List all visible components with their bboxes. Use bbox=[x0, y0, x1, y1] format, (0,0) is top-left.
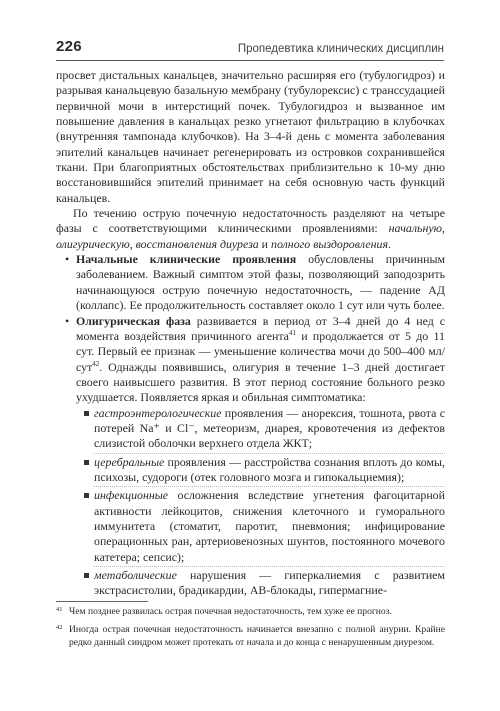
subitem-term: инфекционные bbox=[94, 488, 169, 503]
footnote-text: Иногда острая почечная недостаточность начинается внезапно с полной анурии. Крайне редко данный синдром может протекать от начала и до конца с ненарушенным диурезом. bbox=[69, 624, 445, 648]
square-bullet-icon bbox=[84, 460, 89, 465]
footnote-number: 42 bbox=[56, 624, 63, 632]
bullet-initial-phase bbox=[56, 252, 445, 313]
footnote-text: Чем позднее развилась острая почечная недостаточность, тем хуже ее прогноз. bbox=[69, 606, 392, 617]
footnote-ref-41[interactable]: 41 bbox=[288, 328, 296, 337]
subitem-text: нарушения — гиперкалиемия с развитием экстрасистолии, брадикардии, АВ-блокады, гипермагние- bbox=[94, 568, 445, 598]
paragraph-1: просвет дистальных канальцев, значительно расширяя его (тубулогидроз) и разрывая канальцевую базальную мембрану (тубулорексис) с транссудацией первичной мочи в интерстиций почек. Тубулогидроз и вызванное им повышение давления в канальцах резко угнетают фильтрацию в клубочках (внутренняя тампонада клубочков). На 3–4-й день с момента заболевания эпителий канальцев начинает регенерировать из островков сохранившейся ткани. При благоприятных обстоятельствах приблизительно к 10-му дню восстановившийся эпителий принимает на себя основную часть функций канальцев. bbox=[56, 68, 445, 205]
footnote-42 bbox=[56, 624, 445, 649]
bullet-text: развивается в период от 3–4 дней до 4 нед с момента воздействия причинного агента bbox=[76, 313, 446, 343]
bullet-text: и продолжается от 5 до 11 сут. Первый ее признак — уменьшение количества мочи до 500–400 мл/сут bbox=[76, 328, 445, 374]
bullet-oliguric-phase bbox=[56, 314, 445, 406]
divider bbox=[94, 486, 445, 487]
footnote-number: 41 bbox=[56, 606, 63, 613]
paragraph-2 bbox=[56, 206, 445, 252]
subitem-text: осложнения вследствие угнетения фагоцитарной активности лейкоцитов, снижения клеточного и гуморального иммунитета (стоматит, паротит, пневмония; инфицирование операционных ран, артериовенозных шунтов, постоянного мочевого катетера; сепсис); bbox=[94, 488, 445, 564]
subitem-cerebral bbox=[56, 455, 445, 486]
period: . bbox=[388, 236, 392, 251]
footnote-rule bbox=[56, 601, 148, 602]
square-bullet-icon bbox=[84, 411, 89, 416]
subitem-metabolic bbox=[56, 568, 445, 599]
paragraph-2-text: По течению острую почечную недостаточность разделяют на четыре фазы с соответствующими клиническими проявлениями: bbox=[56, 206, 445, 236]
divider bbox=[94, 453, 445, 454]
divider bbox=[94, 566, 445, 567]
subitem-term: гастроэнтерологические bbox=[94, 405, 222, 420]
bullet-marker: • bbox=[65, 313, 70, 328]
bullet-text: обусловлены причинным заболеванием. Важный симптом этой фазы, позволяющий заподозрить начинающуюся острую почечную недостаточность, — падение АД (коллапс). Ее продолжительность составляет около 1 сут или чуть более. bbox=[76, 252, 445, 313]
main-text bbox=[56, 68, 445, 599]
footnote-41 bbox=[56, 606, 445, 618]
phase-last: полного выздоровления bbox=[271, 236, 389, 251]
phase-list: начальную, олигурическую, восстановления диуреза bbox=[56, 221, 445, 251]
bullet-title: Начальные клинические проявления bbox=[76, 252, 297, 267]
subitem-text: проявления — расстройства сознания вплоть до комы, психозы, судороги (отек головного мозга и гипокальциемия); bbox=[94, 454, 445, 484]
subitem-infectious bbox=[56, 488, 445, 565]
square-bullet-icon bbox=[84, 573, 89, 578]
bullet-text: . Однажды появившись, олигурия в течение 1–3 дней достигает своего наивысшего развития. В этот период состояние больного резко ухудшается. Появляется яркая и обильная симптоматика: bbox=[76, 359, 445, 405]
bullet-marker: • bbox=[65, 252, 70, 267]
page-number: 226 bbox=[56, 38, 82, 55]
subitem-gastro bbox=[56, 406, 445, 452]
running-title: Пропедевтика клинических дисциплин bbox=[237, 43, 444, 55]
footnotes bbox=[56, 606, 445, 655]
footnote-ref-42[interactable]: 42 bbox=[92, 359, 100, 368]
subitem-term: церебральные bbox=[94, 454, 165, 469]
subitem-text: проявления — анорексия, тошнота, рвота с потерей Na⁺ и Cl⁻, метеоризм, диарея, кровотечения из дефектов слизистой оболочки верхнего отдела ЖКТ; bbox=[94, 405, 445, 451]
square-bullet-icon bbox=[84, 493, 89, 498]
running-header bbox=[56, 38, 444, 61]
conjunction: и bbox=[258, 236, 272, 251]
subitem-term: метаболические bbox=[94, 568, 177, 582]
bullet-title: Олигурическая фаза bbox=[76, 313, 191, 328]
